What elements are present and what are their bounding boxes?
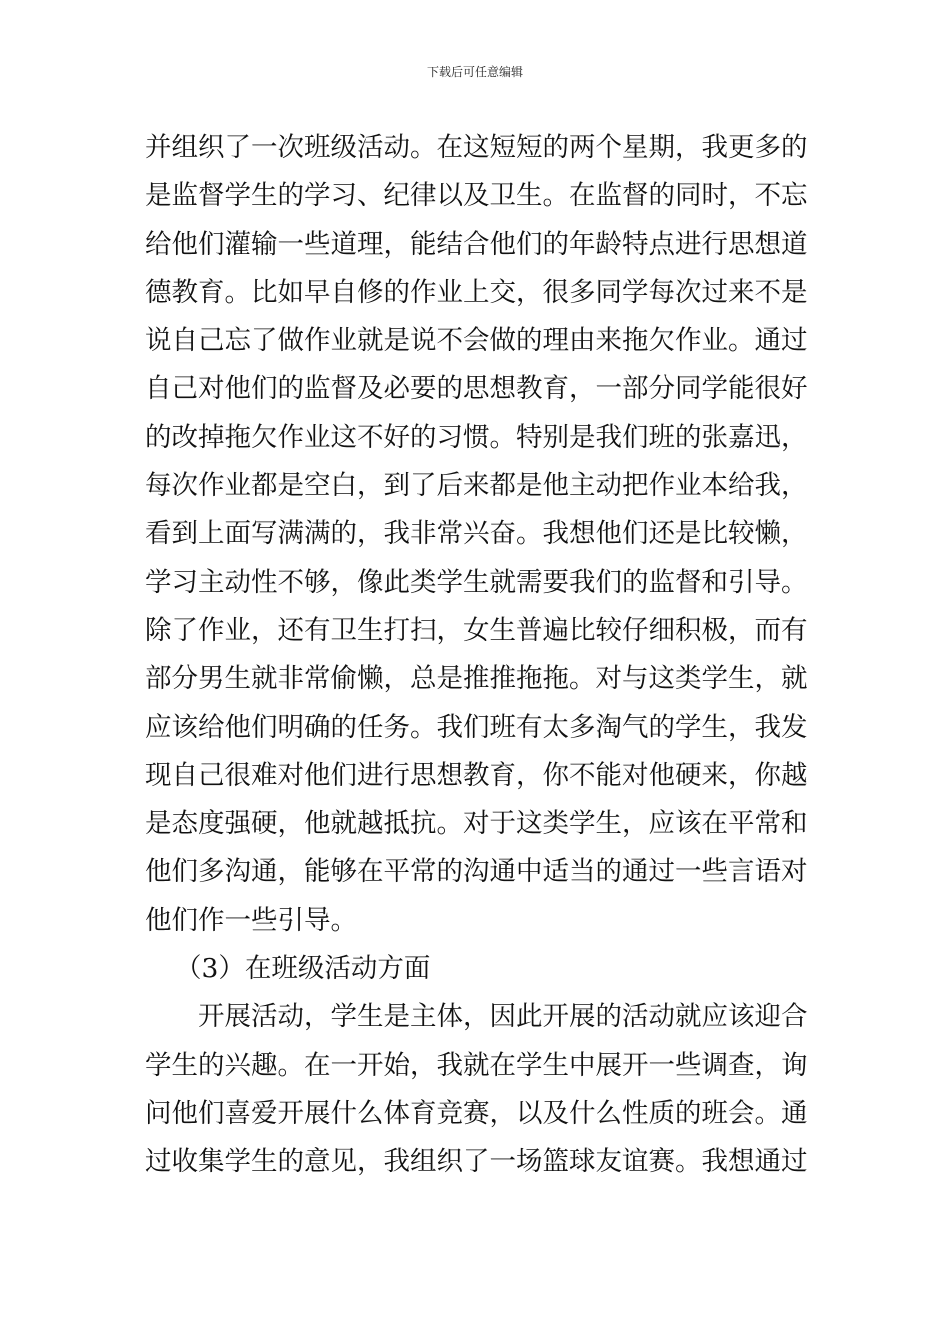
text-line: 是态度强硬，他就越抵抗。对于这类学生，应该在平常和 [145, 808, 808, 840]
text-line: 除了作业，还有卫生打扫，女生普遍比较仔细积极，而有 [145, 614, 808, 646]
text-line: 并组织了一次班级活动。在这短短的两个星期，我更多的 [145, 132, 808, 163]
text-line: 过收集学生的意见，我组织了一场篮球友谊赛。我想通过 [145, 1146, 808, 1178]
page-header: 下载后可任意编辑 [426, 65, 523, 79]
text-line: 说自己忘了做作业就是说不会做的理由来拖欠作业。通过 [145, 325, 808, 357]
text-line: 给他们灌输一些道理，能结合他们的年龄特点进行思想道 [145, 228, 808, 260]
section-heading: （3）在班级活动方面 [175, 953, 431, 985]
document-body [145, 124, 809, 1187]
text-line: 每次作业都是空白，到了后来都是他主动把作业本给我， [145, 470, 808, 502]
text-line: 自己对他们的监督及必要的思想教育，一部分同学能很好 [145, 373, 808, 405]
text-line: 他们多沟通，能够在平常的沟通中适当的通过一些言语对 [145, 856, 808, 888]
paragraph-first-line: 开展活动，学生是主体，因此开展的活动就应该迎合 [198, 1001, 808, 1033]
text-line: 部分男生就非常偷懒，总是推推拖拖。对与这类学生，就 [145, 663, 808, 695]
text-line: 应该给他们明确的任务。我们班有太多淘气的学生，我发 [145, 711, 808, 743]
text-line: 的改掉拖欠作业这不好的习惯。特别是我们班的张嘉迅， [145, 421, 808, 453]
text-line: 问他们喜爱开展什么体育竞赛，以及什么性质的班会。通 [145, 1097, 808, 1129]
text-line: 是监督学生的学习、纪律以及卫生。在监督的同时，不忘 [145, 180, 808, 212]
text-line: 现自己很难对他们进行思想教育，你不能对他硬来，你越 [145, 759, 808, 791]
text-line: 德教育。比如早自修的作业上交，很多同学每次过来不是 [145, 276, 808, 308]
text-line: 看到上面写满满的，我非常兴奋。我想他们还是比较懒， [145, 518, 808, 550]
text-line: 学习主动性不够，像此类学生就需要我们的监督和引导。 [145, 566, 808, 598]
text-line: 他们作一些引导。 [145, 904, 357, 936]
text-line: 学生的兴趣。在一开始，我就在学生中展开一些调查，询 [145, 1049, 808, 1081]
